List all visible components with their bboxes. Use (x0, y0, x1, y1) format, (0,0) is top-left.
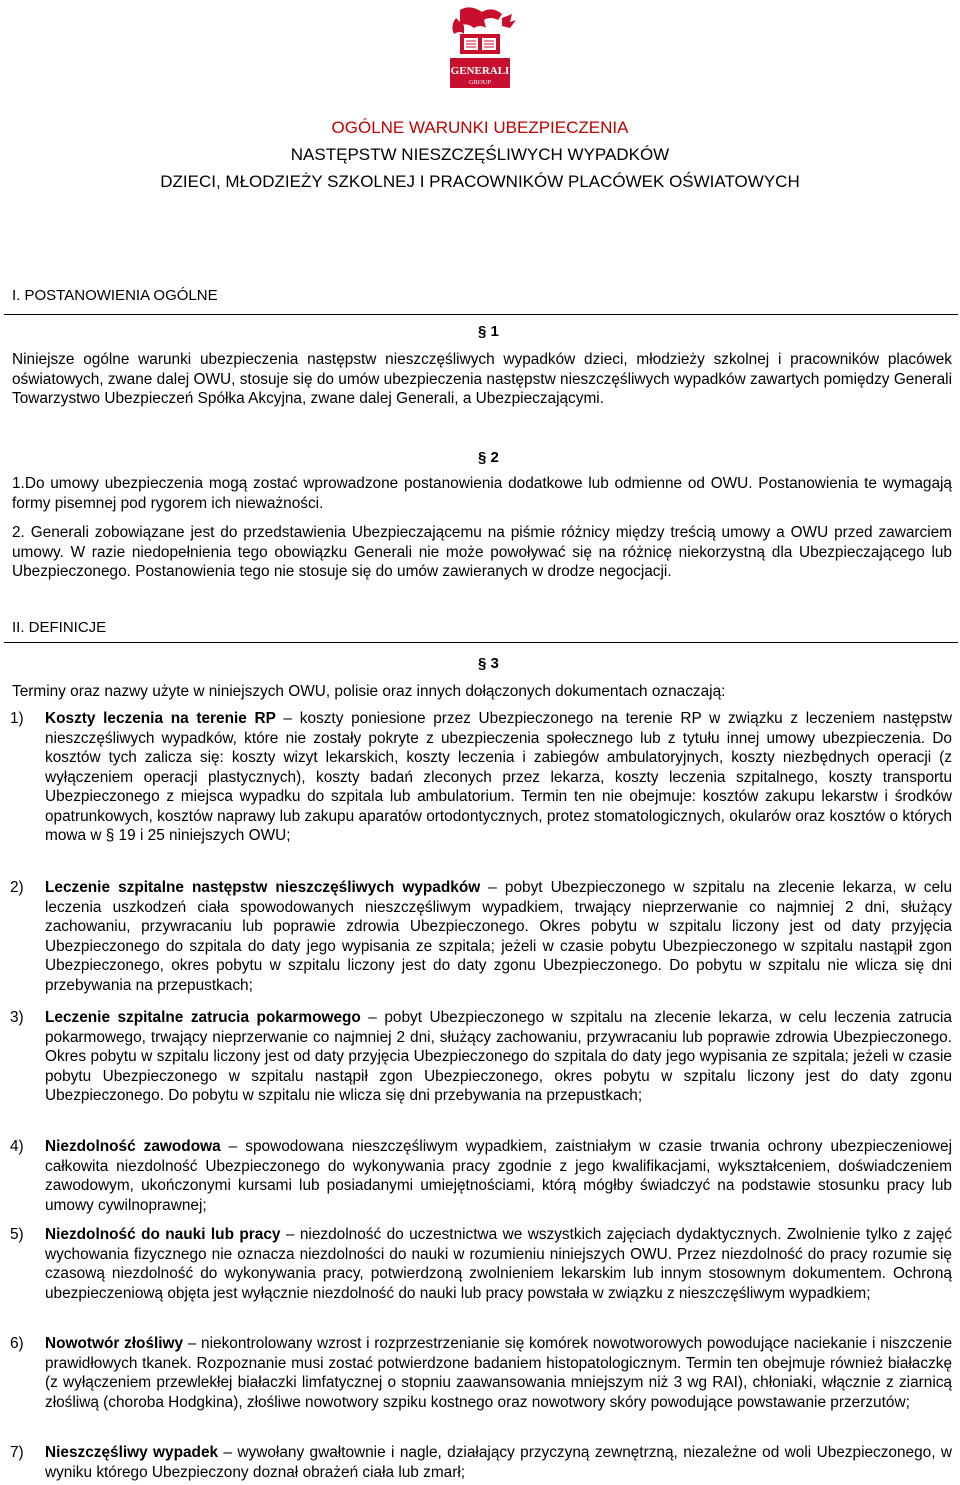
paragraph-mark-3: § 3 (478, 655, 499, 672)
definition-text: – spowodowana nieszczęśliwym wypadkiem, zaistniałym w czasie trwania ochrony ubezpieczeniowej całkowita niezdolność Ubezpieczonego do wykonywania pracy zgodnie z jego kwalifikacjami, wykształceniem, doświadczeniem zawodowym, ukończonymi kursami lub posiadanymi umiejętnościami, którą mógłby świadczyć na podstawie stosunku pracy lub umowy cywilnoprawnej; (45, 1138, 952, 1214)
definition-number: 5) (10, 1226, 24, 1243)
definition-term: Nieszczęśliwy wypadek (45, 1444, 219, 1461)
title-line-1: OGÓLNE WARUNKI UBEZPIECZENIA (331, 118, 629, 137)
definition-text: – wywołany gwałtownie i nagle, działający przyczyną zewnętrzną, niezależne od woli Ubezpieczonego, w wyniku którego Ubezpieczony doznał obrażeń ciała lub zmarł; (45, 1444, 953, 1481)
definition-term: Niezdolność do nauki lub pracy (45, 1226, 281, 1243)
definition-text: – koszty poniesione przez Ubezpieczonego na terenie RP w związku z leczeniem następstw nieszczęśliwych wypadków, które nie zostały pokryte z ubezpieczenia społecznego lub z tytułu innej umowy ubezpieczenia. Do kosztów tych zalicza się: koszty wizyt lekarskich, koszty leczenia i zabiegów ambulatoryjnych, koszty niezbędnych operacji (z wyłączeniem operacji plastycznych), koszty badań zleconych przez lekarza, koszty leczenia szpitalnego, koszty transportu Ubezpieczonego z miejsca wypadku do szpitala lub ambulatorium. Termin ten nie obejmuje: kosztów zakupu lekarstw i środków opatrunkowych, kosztów naprawy lub zakupu aparatów ortodontycznych, protez stomatologicznych, okularów oraz kosztów o których mowa w § 19 i 25 niniejszych OWU; (45, 710, 953, 844)
paragraph-mark-1: § 1 (478, 323, 499, 340)
definition-body (45, 1443, 952, 1482)
definition-term: Nowotwór złośliwy (45, 1335, 184, 1352)
definition-body (45, 1334, 952, 1412)
definition-term: Leczenie szpitalne zatrucia pokarmowego (45, 1009, 361, 1026)
definition-text: – pobyt Ubezpieczonego w szpitalu na zlecenie lekarza, w celu leczenia zatrucia pokarmowego, trwający nieprzerwanie co najmniej 2 dni, służący zachowaniu, przywracaniu lub poprawie zdrowia Ubezpieczonego. Okres pobytu w szpitalu liczony jest od daty przyjęcia Ubezpieczonego do szpitala do daty jego wypisania ze szpitala; jeżeli w czasie pobytu Ubezpieczonego w szpitalu nastąpił zgon Ubezpieczonego, okres pobytu w szpitalu liczony jest do daty zgonu Ubezpieczonego. Do pobytu w szpitalu nie wlicza się dni przebywania na przepustkach; (45, 1009, 952, 1104)
definition-body (45, 1008, 952, 1106)
definition-number: 6) (10, 1335, 24, 1352)
definition-number: 2) (10, 879, 24, 896)
definition-number: 1) (10, 710, 24, 727)
definition-text: – niezdolność do uczestnictwa we wszystkich zajęciach dydaktycznych. Zwolnienie tylko z zajęć wychowania fizycznego nie oznacza niezdolności do nauki w rozumieniu niniejszych OWU. Przez niezdolność do pracy rozumie się czasową niezdolność do wykonywania pracy, potwierdzoną zwolnieniem lekarskim lub innym stosownym dokumentem. Ochroną ubezpieczeniową objęta jest wyłącznie niezdolność do nauki lub pracy powstała w związku z nieszczęśliwym wypadkiem; (45, 1226, 952, 1302)
section-rule (4, 314, 958, 315)
section-rule (4, 642, 958, 643)
definition-term: Koszty leczenia na terenie RP (45, 710, 276, 727)
definition-number: 3) (10, 1009, 24, 1026)
section-heading-2: II. DEFINICJE (12, 619, 107, 636)
definition-body (45, 878, 952, 995)
paragraph-1-text: Niniejsze ogólne warunki ubezpieczenia następstw nieszczęśliwych wypadków dzieci, młodzieży szkolnej i pracowników placówek oświatowych, zwane dalej OWU, stosuje się do umów ubezpieczenia następstw nieszczęśliwych wypadków zawartych pomiędzy Generali Towarzystwo Ubezpieczeń Spółka Akcyjna, zwane dalej Generali, a Ubezpieczającymi. (12, 351, 952, 407)
definition-term: Niezdolność zawodowa (45, 1138, 221, 1155)
definition-text: – niekontrolowany wzrost i rozprzestrzenianie się komórek nowotworowych powodujące naciekanie i niszczenie prawidłowych tkanek. Rozpoznanie musi zostać potwierdzone badaniem histopatologicznym. Termin ten obejmuje również białaczkę (z wyłączeniem przewlekłej białaczki limfatycznej o stopniu zaawansowania mniejszym niż 3 wg RAI), chłoniaki, włącznie z ziarnicą złośliwą (choroba Hodgkina), złośliwe nowotwory szpiku kostnego oraz nowotwory skóry powodujące powstawanie przerzutów; (45, 1335, 953, 1411)
document-title (0, 114, 960, 195)
definition-body (45, 1137, 952, 1215)
definition-number: 7) (10, 1444, 24, 1461)
definitions-intro: Terminy oraz nazwy użyte w niniejszych OWU, polisie oraz innych dołączonych dokumentach oznaczają: (12, 683, 726, 700)
definition-text: – pobyt Ubezpieczonego w szpitalu na zlecenie lekarza, w celu leczenia uszkodzeń ciała spowodowanych nieszczęśliwym wypadkiem, trwający nieprzerwanie co najmniej 2 dni, służący zachowaniu, przywracaniu lub poprawie zdrowia Ubezpieczonego. Okres pobytu w szpitalu liczony jest od daty przyjęcia Ubezpieczonego do szpitala do daty jego wypisania ze szpitala; jeżeli w czasie pobytu Ubezpieczonego w szpitalu nastąpił zgon Ubezpieczonego, okres pobytu w szpitalu liczony jest do daty zgonu Ubezpieczonego. Do pobytu w szpitalu nie wlicza się dni przebywania na przepustkach; (45, 879, 953, 994)
definition-number: 4) (10, 1138, 24, 1155)
logo-brand: GENERALI (450, 65, 510, 77)
definition-body (45, 1225, 952, 1303)
generali-logo (440, 4, 520, 90)
paragraph-2-point-2: 2. Generali zobowiązane jest do przedstawienia Ubezpieczającemu na piśmie różnicy między treścią umowy a OWU przed zawarciem umowy. W razie niedopełnienia tego obowiązku Generali nie może powoływać się na różnicę niekorzystną dla Ubezpieczającego lub Ubezpieczonego. Postanowienia tego nie stosuje się do umów zawieranych w drodze negocjacji. (12, 524, 952, 580)
definition-body (45, 709, 952, 846)
logo-group: GROUP (468, 79, 492, 86)
title-line-2: NASTĘPSTW NIESZCZĘŚLIWYCH WYPADKÓW (290, 145, 670, 164)
title-line-3: DZIECI, MŁODZIEŻY SZKOLNEJ I PRACOWNIKÓW PLACÓWEK OŚWIATOWYCH (160, 172, 800, 191)
section-heading-1: I. POSTANOWIENIA OGÓLNE (12, 287, 218, 304)
paragraph-mark-2: § 2 (478, 449, 499, 466)
definition-term: Leczenie szpitalne następstw nieszczęśliwych wypadków (45, 879, 481, 896)
paragraph-2-point-1: 1.Do umowy ubezpieczenia mogą zostać wprowadzone postanowienia dodatkowe lub odmienne od OWU. Postanowienia te wymagają formy pisemnej pod rygorem ich nieważności. (12, 475, 952, 512)
